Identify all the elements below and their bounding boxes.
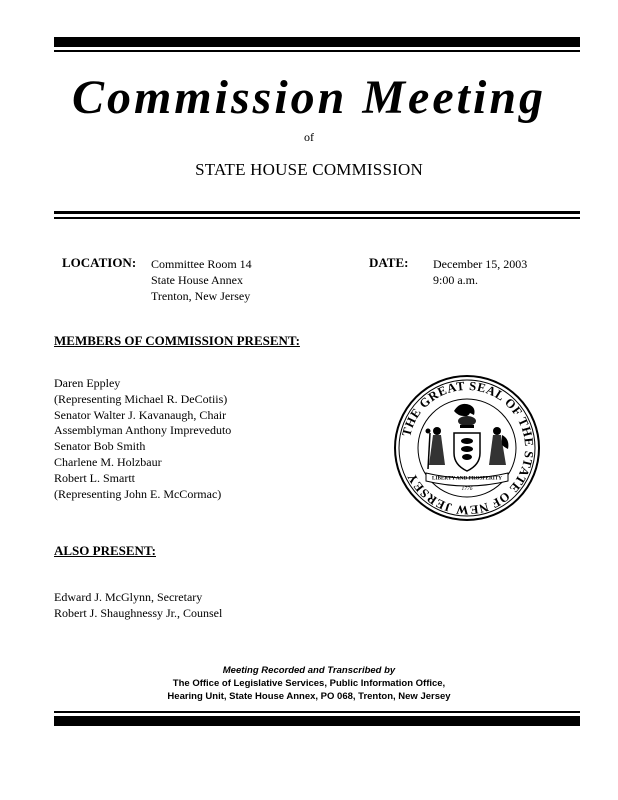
great-seal-of-new-jersey (392, 373, 542, 523)
member-line: Charlene M. Holzbaur (54, 454, 162, 469)
member-line: Daren Eppley (54, 376, 121, 390)
top-thin-rule (54, 50, 580, 52)
horse-head-crest-icon (454, 404, 476, 428)
location-line: State House Annex (151, 273, 243, 287)
member-line: Senator Bob Smith (54, 439, 146, 454)
footer-line: Hearing Unit, State House Annex, PO 068, Trenton, New Jersey (167, 691, 451, 702)
bottom-thin-rule (54, 711, 580, 713)
top-thick-rule (54, 37, 580, 47)
also-present-heading: ALSO PRESENT: (54, 543, 156, 558)
footer-line: Meeting Recorded and Transcribed by (222, 665, 396, 676)
members-list (54, 376, 231, 502)
seal-year: 1776 (461, 486, 473, 492)
member-line: (Representing John E. McCormac) (54, 486, 222, 501)
member-line: (Representing Michael R. DeCotiis) (54, 391, 228, 406)
transcription-credit (0, 664, 618, 703)
date-line: December 15, 2003 (433, 257, 528, 271)
member-line: Senator Walter J. Kavanaugh, Chair (54, 407, 227, 422)
title-connector: of (304, 130, 314, 144)
date-details (433, 256, 527, 288)
location-label: LOCATION: (62, 255, 137, 270)
also-present-line: Robert J. Shaughnessy Jr., Counsel (54, 605, 223, 620)
shield-icon (454, 433, 480, 471)
member-line: Assemblyman Anthony Impreveduto (54, 423, 232, 438)
time-line: 9:00 a.m. (433, 273, 478, 287)
liberty-figure-icon (426, 427, 446, 469)
date-label: DATE: (369, 255, 409, 270)
bottom-thick-rule (54, 716, 580, 726)
motto-text: LIBERTY AND PROSPERITY (432, 475, 502, 482)
middle-thin-rule (54, 217, 580, 219)
also-present-list (54, 590, 222, 622)
footer-line: The Office of Legislative Services, Public Information Office, (172, 678, 446, 689)
members-heading: MEMBERS OF COMMISSION PRESENT: (54, 333, 300, 348)
location-details (151, 256, 252, 304)
page-title: Commission Meeting (71, 71, 547, 124)
ceres-figure-icon (489, 427, 508, 465)
location-line: Trenton, New Jersey (151, 289, 251, 303)
middle-thick-rule (54, 211, 580, 214)
commission-name: STATE HOUSE COMMISSION (195, 160, 423, 179)
seal-ring-text: THE GREAT SEAL OF THE STATE OF NEW JERSEY (399, 378, 537, 518)
location-line: Committee Room 14 (151, 257, 252, 271)
member-line: Robert L. Smartt (54, 470, 135, 485)
also-present-line: Edward J. McGlynn, Secretary (54, 590, 203, 604)
